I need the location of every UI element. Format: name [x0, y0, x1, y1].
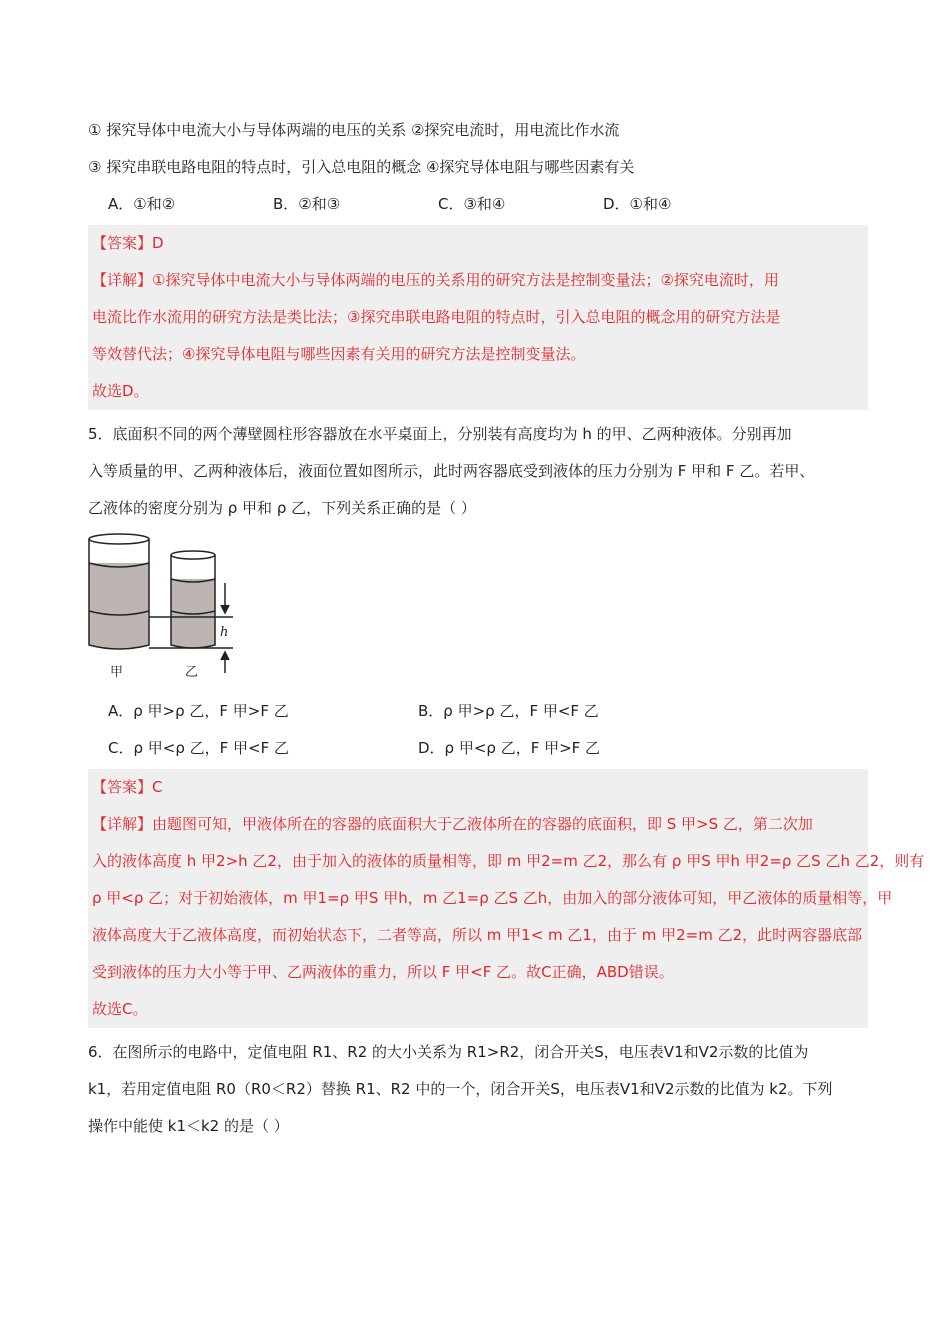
q5-options-row-1	[88, 693, 868, 730]
q4-detail-line: 【详解】①探究导体中电流大小与导体两端的电压的关系用的研究方法是控制变量法；②探究电流时，用	[92, 271, 779, 289]
q6-stem-line: k1，若用定值电阻 R0（R0＜R2）替换 R1、R2 中的一个，闭合开关S，电压表V1和V2示数的比值为 k2。下列	[88, 1080, 833, 1098]
q5-detail-line: ρ 甲<ρ 乙；对于初始液体，m 甲1=ρ 甲S 甲h，m 乙1=ρ 乙S 乙h，由加入的部分液体可知，甲乙液体的质量相等，甲	[92, 889, 893, 907]
q4-statement-line-2: ③ 探究串联电路电阻的特点时，引入总电阻的概念 ④探究导体电阻与哪些因素有关	[88, 158, 635, 176]
label-jia: 甲	[110, 665, 124, 680]
q4-detail-line: 等效替代法；④探究导体电阻与哪些因素有关用的研究方法是控制变量法。	[92, 345, 586, 363]
label-h: h	[220, 625, 229, 640]
document-page	[88, 112, 925, 1145]
container-jia-rim	[89, 534, 149, 544]
q4-option-d: D．①和④	[603, 195, 672, 213]
q5-conclusion: 故选C。	[92, 1000, 148, 1018]
q5-detail-line: 液体高度大于乙液体高度，而初始状态下，二者等高，所以 m 甲1< m 乙1，由于 m 甲2=m 乙2，此时两容器底部	[92, 926, 863, 944]
q5-option-a: A．ρ 甲>ρ 乙，F 甲>F 乙	[108, 702, 289, 720]
q4-answer-block	[88, 225, 868, 410]
q5-detail-line: 受到液体的压力大小等于甲、乙两液体的重力，所以 F 甲<F 乙。故C正确，ABD错误。	[92, 963, 674, 981]
q4-detail-line: 电流比作水流用的研究方法是类比法；③探究串联电路电阻的特点时，引入总电阻的概念用的研究方法是	[92, 308, 781, 326]
q5-stem-line: 乙液体的密度分别为 ρ 甲和 ρ 乙，下列关系正确的是（ ）	[88, 499, 476, 517]
q4-conclusion: 故选D。	[92, 382, 149, 400]
q5-stem-line: 入等质量的甲、乙两种液体后，液面位置如图所示，此时两容器底受到液体的压力分别为 F 甲和 F 乙。若甲、	[88, 462, 815, 480]
h-arrow-bottom-head	[221, 652, 229, 660]
container-jia-liquid	[89, 563, 149, 649]
q5-option-d: D．ρ 甲<ρ 乙，F 甲>F 乙	[418, 739, 601, 757]
q5-answer: 【答案】C	[92, 778, 163, 796]
q5-option-c: C．ρ 甲<ρ 乙，F 甲<F 乙	[108, 739, 289, 757]
q4-option-c: C．③和④	[438, 195, 506, 213]
q5-stem-line: 5．底面积不同的两个薄壁圆柱形容器放在水平桌面上，分别装有高度均为 h 的甲、乙两种液体。分别再加	[88, 425, 792, 443]
q5-options-row-2	[88, 730, 868, 767]
q4-option-a: A．①和②	[108, 195, 176, 213]
q5-option-b: B．ρ 甲>ρ 乙，F 甲<F 乙	[418, 702, 599, 720]
q6-stem-line: 操作中能使 k1＜k2 的是（ ）	[88, 1117, 289, 1135]
label-yi: 乙	[185, 665, 199, 680]
h-arrow-top-head	[221, 605, 229, 613]
q5-detail-line: 【详解】由题图可知，甲液体所在的容器的底面积大于乙液体所在的容器的底面积，即 S 甲>S 乙，第二次加	[92, 815, 813, 833]
q6-stem-line: 6．在图所示的电路中，定值电阻 R1、R2 的大小关系为 R1>R2，闭合开关S，电压表V1和V2示数的比值为	[88, 1043, 809, 1061]
q5-container-figure	[88, 533, 348, 683]
q5-detail-line: 入的液体高度 h 甲2>h 乙2，由于加入的液体的质量相等，即 m 甲2=m 乙2，那么有 ρ 甲S 甲h 甲2=ρ 乙S 乙h 乙2，则有	[92, 852, 925, 870]
q4-answer: 【答案】D	[92, 234, 164, 252]
container-diagram	[88, 533, 348, 683]
container-yi-rim	[171, 551, 215, 559]
q4-option-b: B．②和③	[273, 195, 341, 213]
q4-statement-line-1: ① 探究导体中电流大小与导体两端的电压的关系 ②探究电流时，用电流比作水流	[88, 121, 620, 139]
q5-answer-block	[88, 769, 925, 1028]
q4-options	[88, 186, 868, 223]
